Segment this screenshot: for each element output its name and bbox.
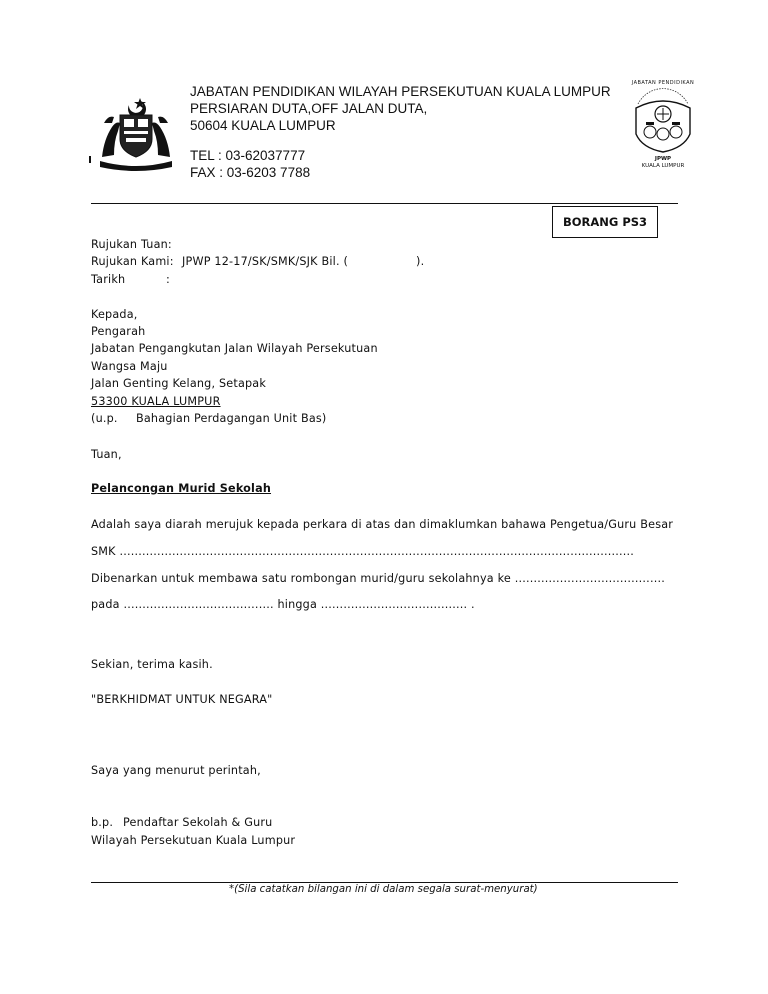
paragraph-dates: pada ........................................ hingga ....................................... . — [91, 598, 475, 611]
signatory-title: Pendaftar Sekolah & Guru — [123, 816, 273, 829]
tarikh-label: Tarikh — [91, 273, 126, 286]
signatory-prefix: b.p. — [91, 816, 114, 829]
logo-caption-kl: KUALA LUMPUR — [641, 163, 685, 169]
paragraph-line-2: SMK ......................................................................................................................................... — [91, 545, 635, 558]
recipient-area: Wangsa Maju — [91, 360, 168, 373]
attn-prefix: (u.p. — [91, 412, 118, 425]
salutation: Tuan, — [91, 448, 122, 461]
address-line-1: PERSIARAN DUTA,OFF JALAN DUTA, — [190, 101, 428, 116]
jpwp-emblem-icon — [628, 86, 698, 156]
logo-caption-top: JABATAN PENDIDIKAN — [631, 80, 695, 86]
attn-unit: Bahagian Perdagangan Unit Bas) — [136, 412, 327, 425]
closing-motto: "BERKHIDMAT UNTUK NEGARA" — [91, 693, 273, 706]
jpwp-logo — [628, 80, 698, 174]
recipient-title: Pengarah — [91, 325, 146, 338]
address-line-2: 50604 KUALA LUMPUR — [190, 118, 336, 133]
rujukan-tuan: Rujukan Tuan: — [91, 238, 172, 251]
form-label-box — [552, 206, 658, 238]
closing-order: Saya yang menurut perintah, — [91, 764, 261, 777]
header-divider — [91, 203, 678, 204]
rujukan-kami-close: ). — [416, 255, 425, 268]
rujukan-kami-label: Rujukan Kami: — [91, 255, 174, 268]
closing-thanks: Sekian, terima kasih. — [91, 658, 213, 671]
recipient-dept: Jabatan Pengangkutan Jalan Wilayah Persekutuan — [91, 342, 378, 355]
logo-caption-jpwp: JPWP — [654, 156, 672, 162]
tick-mark — [89, 156, 91, 163]
fax: FAX : 03-6203 7788 — [190, 165, 311, 180]
recipient-street: Jalan Genting Kelang, Setapak — [91, 377, 267, 390]
malaysia-coat-of-arms-logo — [96, 95, 176, 171]
kepada: Kepada, — [91, 308, 138, 321]
subject: Pelancongan Murid Sekolah — [91, 482, 272, 495]
rujukan-kami-value: JPWP 12-17/SK/SMK/SJK Bil. ( — [182, 255, 349, 268]
dept-name: JABATAN PENDIDIKAN WILAYAH PERSEKUTUAN KUALA LUMPUR — [190, 84, 611, 99]
paragraph-line-1: Adalah saya diarah merujuk kepada perkara di atas dan dimaklumkan bahawa Pengetua/Guru Besar — [91, 518, 674, 531]
footer-divider — [91, 882, 678, 883]
telephone: TEL : 03-62037777 — [190, 148, 306, 163]
form-label: BORANG PS3 — [562, 215, 648, 229]
signatory-region: Wilayah Persekutuan Kuala Lumpur — [91, 834, 296, 847]
tarikh-colon: : — [166, 273, 170, 286]
paragraph-line-3: Dibenarkan untuk membawa satu rombongan murid/guru sekolahnya ke ........................................ — [91, 572, 665, 585]
footer-note: *(Sila catatkan bilangan ini di dalam segala surat-menyurat) — [229, 884, 538, 895]
recipient-postcode: 53300 KUALA LUMPUR — [91, 395, 221, 408]
